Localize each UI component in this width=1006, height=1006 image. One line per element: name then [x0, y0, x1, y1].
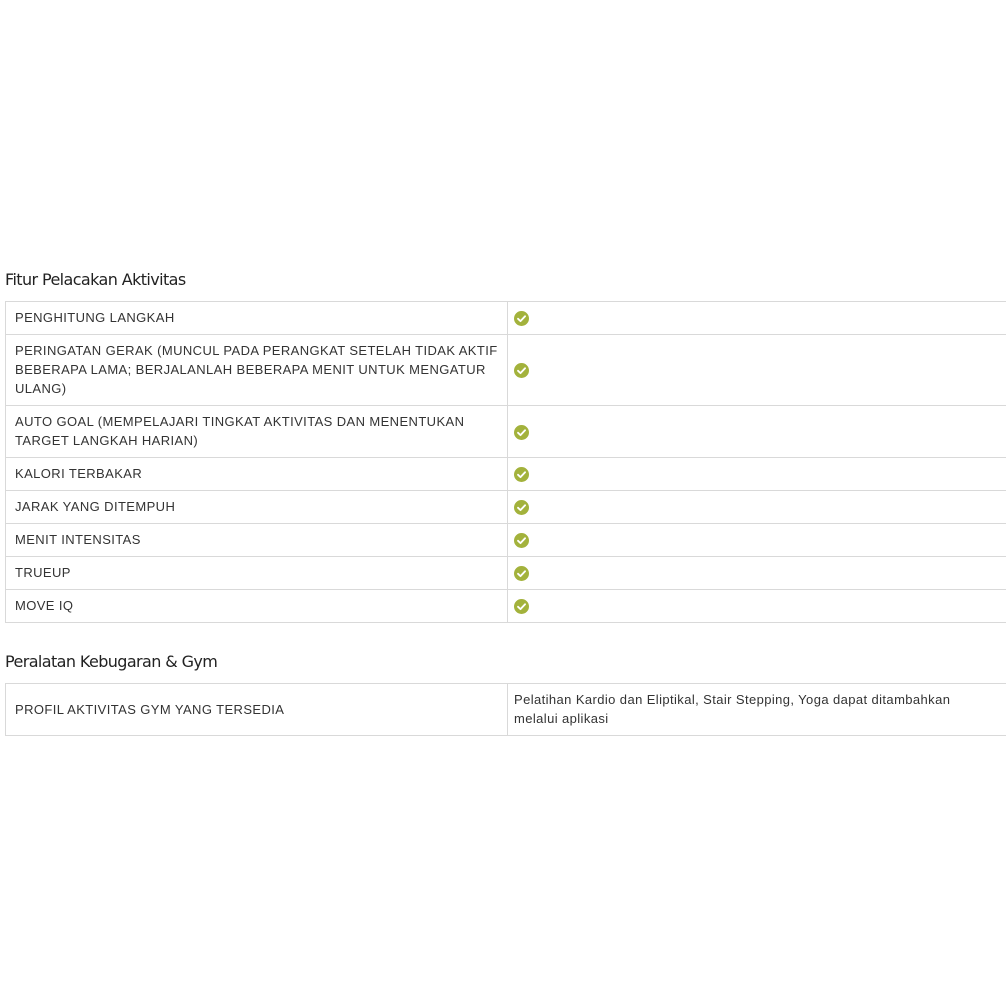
section-title-activity: Fitur Pelacakan Aktivitas — [5, 270, 186, 289]
table-row — [6, 406, 1006, 458]
table-row — [6, 590, 1006, 623]
table-row — [6, 491, 1006, 524]
table-row — [6, 302, 1006, 335]
check-circle-icon — [514, 566, 529, 581]
spec-value — [508, 590, 1006, 623]
table-row — [6, 524, 1006, 557]
spec-value — [508, 524, 1006, 557]
spec-label: MOVE IQ — [6, 590, 508, 623]
check-circle-icon — [514, 363, 529, 378]
table-row — [6, 458, 1006, 491]
spec-label: PROFIL AKTIVITAS GYM YANG TERSEDIA — [6, 684, 508, 736]
check-circle-icon — [514, 500, 529, 515]
fitness-gym-section — [5, 650, 1006, 736]
spec-label: PERINGATAN GERAK (MUNCUL PADA PERANGKAT SETELAH TIDAK AKTIF BEBERAPA LAMA; BERJALANLAH BEBERAPA MENIT UNTUK MENGATUR ULANG) — [6, 335, 508, 406]
activity-tracking-section — [5, 268, 1006, 623]
check-circle-icon — [514, 599, 529, 614]
spec-value — [508, 458, 1006, 491]
check-circle-icon — [514, 467, 529, 482]
spec-value — [508, 491, 1006, 524]
spec-label: KALORI TERBAKAR — [6, 458, 508, 491]
table-row — [6, 335, 1006, 406]
spec-value — [508, 406, 1006, 458]
spec-value — [508, 302, 1006, 335]
section-title-gym: Peralatan Kebugaran & Gym — [5, 652, 218, 671]
spec-value — [508, 557, 1006, 590]
spec-label: TRUEUP — [6, 557, 508, 590]
activity-spec-table — [5, 301, 1006, 623]
spec-value — [508, 335, 1006, 406]
spec-label: AUTO GOAL (MEMPELAJARI TINGKAT AKTIVITAS DAN MENENTUKAN TARGET LANGKAH HARIAN) — [6, 406, 508, 458]
spec-value: Pelatihan Kardio dan Eliptikal, Stair Stepping, Yoga dapat ditambahkan melalui aplikasi — [508, 684, 1006, 736]
spec-label: PENGHITUNG LANGKAH — [6, 302, 508, 335]
spec-label: JARAK YANG DITEMPUH — [6, 491, 508, 524]
spec-label: MENIT INTENSITAS — [6, 524, 508, 557]
check-circle-icon — [514, 311, 529, 326]
check-circle-icon — [514, 533, 529, 548]
check-circle-icon — [514, 425, 529, 440]
gym-spec-table — [5, 683, 1006, 736]
table-row — [6, 684, 1006, 736]
table-row — [6, 557, 1006, 590]
